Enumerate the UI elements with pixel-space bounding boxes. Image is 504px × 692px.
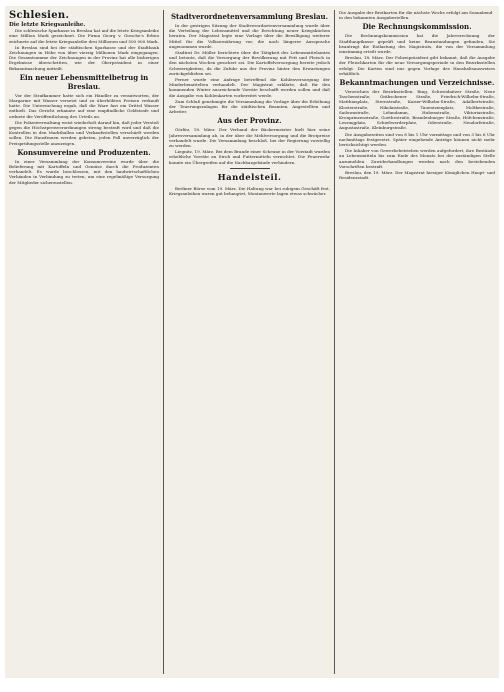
- column-divider: [163, 10, 164, 674]
- paragraph: Vor der Strafkammer hatte sich ein Händler zu verantworten, der Margarine mit Wasser versetzt und zu überhöhten Preisen verkauft hatte. Die Untersuchung ergab, daß die Ware fast ein Drittel Wasser enthielt. Das Gericht erkannte auf eine empfindliche Geldstrafe und ordnete die Veröffentlichung des Urteils an.: [9, 92, 159, 119]
- article-title-konsumvereine: Konsumvereine und Produzenten.: [17, 147, 151, 157]
- paragraph: Ferner wurde eine Anfrage betreffend die Kohlenversorgung der Minderbemittelten verhandelt. Der Magistrat erklärte, daß für den kommenden Winter ausreichende Vorräte beschafft werden sollen und daß die Ausgabe von Kohlenkarten vorbereitet werde.: [169, 77, 330, 98]
- section-separator: [230, 168, 270, 169]
- paragraph: Liegnitz, 19. März. Bei dem Brande einer Scheune in der Vorstadt wurden erhebliche Vorräte an Stroh und Futtermitteln vernichtet. Die Feuerwehr konnte ein Übergreifen auf die Nachbargebäude verhindern.: [169, 149, 330, 165]
- article-title-bekanntmachungen: Bekanntmachungen und Verzeichnisse.: [339, 78, 495, 88]
- paragraph: Die Inhaber von Gewerbebetrieben werden aufgefordert, ihre Bestände an Lebensmitteln bis zum Ende des Monats bei der zuständigen Stelle anzumelden. Zuwiderhandlungen werden nach den bestehenden Vorschriften bestraft.: [339, 148, 495, 169]
- column-right: [339, 10, 495, 674]
- article-title-stadtverordnete: Stadtverordnetenversammlung Breslau.: [170, 12, 329, 21]
- article-kriegsanleihe: [9, 28, 159, 71]
- paragraph: Breslau, 18. März. Der Polizeipräsident gibt bekannt, daß die Ausgabe der Fleischkarten für die neue Versorgungsperiode in den Bezirksstellen erfolgt. Die Karten sind nur gegen Vorlage des Haushaltsausweises erhältlich.: [339, 55, 495, 76]
- paragraph: Die schlesische Sparkasse in Breslau hat auf die letzte Kriegsanleihe eine Million Mark gezeichnet. Die Firma Georg v. Giesche's Erben zeichnete auf die letzte Kriegsanleihe drei Millionen und 500 000 Mark.: [9, 28, 159, 44]
- article-stadtverordnete: [169, 23, 330, 114]
- paragraph: Die Ausgabezeiten sind von 8 bis 1 Uhr vormittags und von 3 bis 6 Uhr nachmittags festgesetzt. Später eingehende Anträge können nicht mehr berücksichtigt werden.: [339, 131, 495, 148]
- intro-notice: Die Ausgabe der Brotkarten für die nächste Woche erfolgt am Sonnabend in den bekannten Ausgabestellen.: [339, 10, 493, 21]
- section-heading-schlesien: Schlesien.: [9, 10, 70, 21]
- paragraph: In einer Versammlung der Konsumvereine wurde über die Belieferung mit Kartoffeln und Gemüse durch die Produzenten verhandelt. Es wurde beschlossen, mit den landwirtschaftlichen Verbänden in Verbindung zu treten, um eine regelmäßige Versorgung der Mitglieder sicherzustellen.: [9, 158, 159, 185]
- article-konsumvereine: [9, 159, 159, 185]
- paragraph: Berliner Börse vom 19. März. Die Haltung war bei ruhigem Geschäft fest. Kriegsanleihen waren gut behauptet, Montanwerte lagen etwas schwächer.: [169, 185, 330, 197]
- paragraph: Stadtrat Dr. Müller berichtete über die Tätigkeit des Lebensmittelamtes und betonte, daß die Versorgung der Bevölkerung mit Fett und Fleisch in den nächsten Wochen gesichert sei. Die Kartoffelversorgung bereite jedoch Schwierigkeiten, da die Zufuhr aus der Provinz hinter den Erwartungen zurückgeblieben sei.: [169, 50, 330, 76]
- subheading-kriegsanleihe: Die letzte Kriegsanleihe.: [9, 22, 86, 28]
- paragraph: Die Polizeiverwaltung weist wiederholt darauf hin, daß jeder Verstoß gegen die Höchstpreisverordnungen streng bestraft wird und daß die Kontrollen in den Markthallen und Verkaufsstellen verschärft werden sollen. Die Hausfrauen werden gebeten, jeden Fall unverzüglich der Preisprüfungsstelle anzuzeigen.: [9, 119, 159, 146]
- newspaper-page: [5, 6, 499, 678]
- paragraph: Breslau, den 19. März. Der Magistrat hiesiger Königlichen Haupt- und Residenzstadt.: [339, 170, 495, 181]
- paragraph: Verzeichnis der Bezirksstellen: Ring, Schweidnitzer Straße, Neue Taschenstraße, Gräbschener Straße, Friedrich-Wilhelm-Straße, Matthiasplatz, Sternstraße, Kaiser-Wilhelm-Straße, Adalbertstraße, Klosterstraße, Nikolaistraße, Tauentzienplatz, Moltkestraße, Sadowastraße, Lehmdamm, Hubenstraße, Viktoriastraße, Kronprinzenstraße, Goethestraße, Brandenburger Straße, Höfchenstraße, Lessingplatz, Schießwerderplatz, Oderstraße, Neudorfstraße, Augustastraße, Kleinburgstraße.: [339, 89, 495, 131]
- paragraph: Görlitz, 18. März. Der Verband der Bäckermeister hielt hier seine Jahresversammlung ab, in der über die Mehlversorgung und die Brotpreise verhandelt wurde. Die Versammlung beschloß, bei der Regierung vorstellig zu werden.: [169, 127, 330, 149]
- paragraph: In Breslau sind bei der städtischen Sparkasse und der Stadtbank Zeichnungen in Höhe von über vierzig Millionen Mark eingegangen. Die Gesamtsumme der Zeichnungen in der Provinz hat alle bisherigen Ergebnisse überschritten, wie der Oberpräsident in einer Bekanntmachung mitteilt.: [9, 44, 159, 71]
- column-middle: [169, 10, 330, 674]
- paragraph: In der gestrigen Sitzung der Stadtverordnetenversammlung wurde über die Verteilung der Lebensmittel und die Errichtung neuer Kriegsküchen beraten. Der Magistrat legte eine Vorlage über die Bewilligung weiterer Mittel für die Volksernährung vor, die nach längerer Aussprache angenommen wurde.: [169, 23, 330, 49]
- article-rechnungskommission: [339, 33, 495, 76]
- article-provinz: [169, 127, 330, 164]
- paragraph: Zum Schluß genehmigte die Versammlung die Vorlage über die Erhöhung der Teuerungszulagen für die städtischen Beamten, Angestellten und Arbeiter.: [169, 98, 330, 115]
- article-title-provinz: Aus der Provinz.: [217, 116, 282, 126]
- article-title-rechnungskommission: Die Rechnungskommission.: [362, 22, 472, 32]
- article-title-lebensmittelbetrug: Ein neuer Lebensmittelbetrug in Breslau.: [19, 72, 149, 91]
- column-divider: [334, 10, 335, 674]
- column-left: [9, 10, 159, 674]
- article-lebensmittelbetrug: [9, 93, 159, 146]
- paragraph: Die Rechnungskommission hat die Jahresrechnung der Stadthauptkasse geprüft und keine Beanstandungen gefunden. Sie beantragt die Entlastung des Magistrats, die von der Versammlung einstimmig erteilt wurde.: [339, 33, 495, 55]
- article-handelsteil: [169, 186, 330, 196]
- article-bekanntmachungen: [339, 89, 495, 180]
- section-heading-handelsteil: Handelsteil.: [217, 172, 282, 183]
